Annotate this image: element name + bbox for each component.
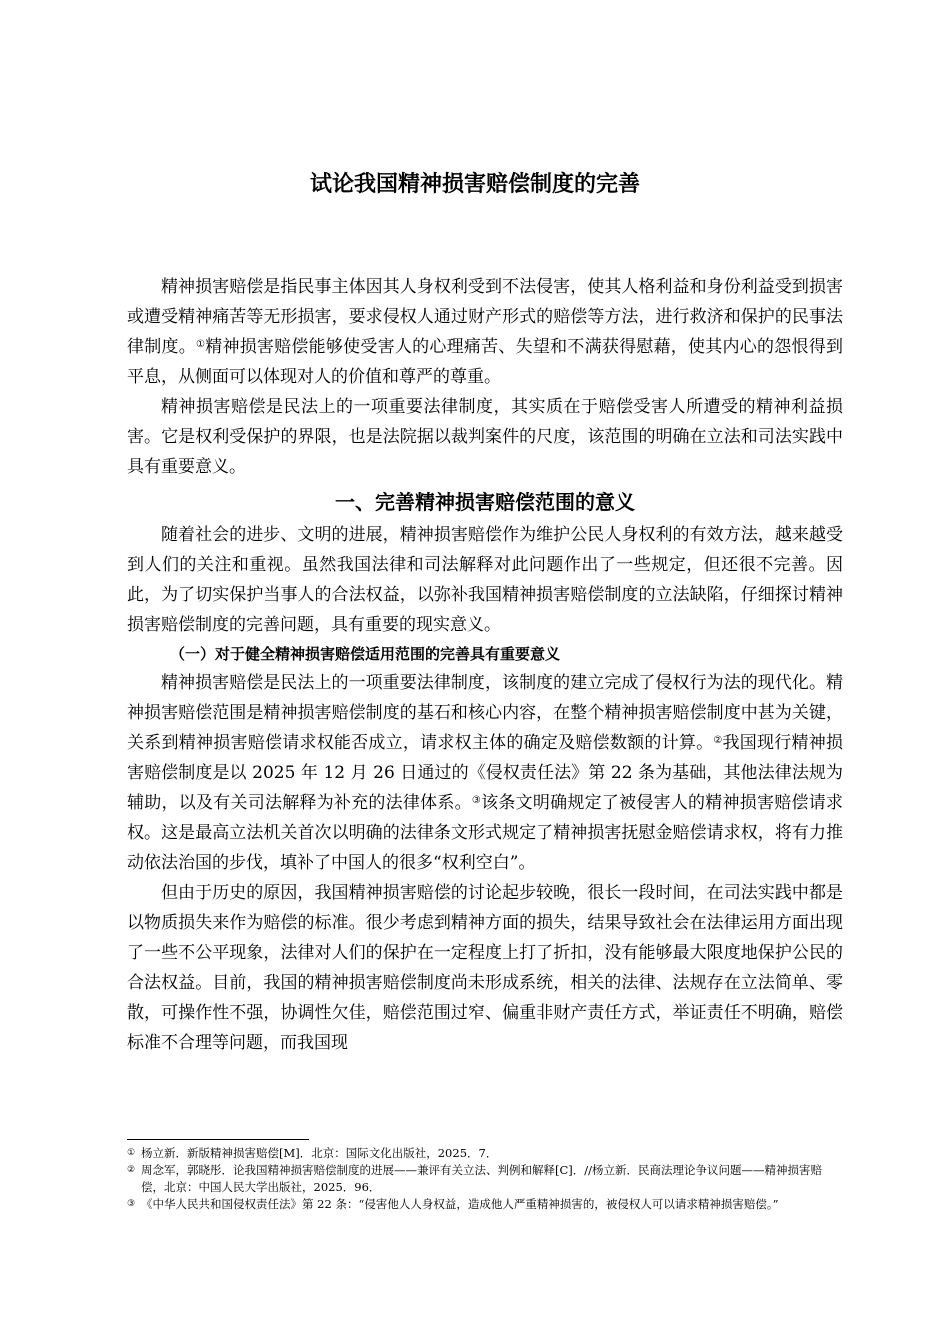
footnote-ref-2[interactable]: ② [713,735,723,746]
footnote-text: 《中华人民共和国侵权责任法》第 22 条：“侵害他人人身权益，造成他人严重精神损害的，被侵权人可以请求精神损害赔偿。” [141,1197,779,1211]
paragraph-background: 随着社会的进步、文明的进展，精神损害赔偿作为维护公民人身权利的有效方法，越来越受到人们的关注和重视。虽然我国法律和司法解释对此问题作出了一些规定，但还很不完善。因此，为了切实保护当事人的合法权益，以弥补我国精神损害赔偿制度的立法缺陷，仔细探讨精神损害赔偿制度的完善问题，具有重要的现实意义。 [127,525,843,635]
footnote-divider [127,1139,309,1140]
footnote-text: 周念军，郭晓彤．论我国精神损害赔偿制度的进展——兼评有关立法、判例和解释[C]．//杨立新．民商法理论争议问题——精神损害赔偿，北京：中国人民大学出版社，2025．96． [141,1163,823,1194]
footnote-item [127,1196,843,1213]
paragraph-text: 精神损害赔偿是指民事主体因其人身权利受到不法侵害，使其人格利益和身份利益受到损害或遭受精神痛苦等无形损害，要求侵权人通过财产形式的赔偿等方法，进行救济和保护的民事法律制度。 [127,277,843,357]
paragraph-scope [127,668,843,878]
footnote-mark: ② [127,1165,136,1175]
document-body [127,272,843,1058]
footnote-mark: ③ [127,1199,136,1209]
footnote-ref-3[interactable]: ③ [471,795,482,806]
paragraph-text: 该条文明确规定了被侵害人的精神损害赔偿请求权。这是最高立法机关首次以明确的法律条文形式规定了精神损害抚慰金赔偿请求权，将有力推动依法治国的步伐，填补了中国人的很多“权利空白”。 [127,793,844,873]
paragraph-history: 但由于历史的原因，我国精神损害赔偿的讨论起步较晚，很长一段时间，在司法实践中都是以物质损失来作为赔偿的标准。很少考虑到精神方面的损失，结果导致社会在法律运用方面出现了一些不公平现象，法律对人们的保护在一定程度上打了折扣，没有能够最大限度地保护公民的合法权益。目前，我国的精神损害赔偿制度尚未形成系统，相关的法律、法规存在立法简单、零散，可操作性不强，协调性欠佳，赔偿范围过窄、偏重非财产责任方式，举证责任不明确，赔偿标准不合理等问题，而我国现 [127,883,843,1053]
paragraph-importance: 精神损害赔偿是民法上的一项重要法律制度，其实质在于赔偿受害人所遭受的精神利益损害。它是权利受保护的界限，也是法院据以裁判案件的尺度，该范围的明确在立法和司法实践中具有重要意义。 [127,397,843,477]
footnote-item [127,1162,843,1196]
paragraph-text: 精神损害赔偿是民法上的一项重要法律制度，该制度的建立完成了侵权行为法的现代化。精神损害赔偿范围是精神损害赔偿制度的基石和核心内容，在整个精神损害赔偿制度中甚为关键，关系到精神损害赔偿请求权能否成立，请求权主体的确定及赔偿数额的计算。 [127,673,843,753]
document-title: 试论我国精神损害赔偿制度的完善 [309,172,640,197]
section-heading: 一、完善精神损害赔偿范围的意义 [335,490,635,514]
paragraph-text: 精神损害赔偿能够使受害人的心理痛苦、失望和不满获得慰藉，使其内心的怨恨得到平息，从侧面可以体现对人的价值和尊严的尊重。 [127,337,844,387]
footnote-mark: ① [127,1148,136,1158]
footnote-text: 杨立新．新版精神损害赔偿[M]．北京：国际文化出版社，2025．7． [141,1146,498,1160]
footnote-item [127,1145,843,1162]
subsection-heading: （一）对于健全精神损害赔偿适用范围的完善具有重要意义 [170,645,561,663]
paragraph-text: 我国现行精神损害赔偿制度是以 2025 年 12 月 26 日通过的《侵权责任法》第 22 条为基础，其他法律法规为辅助，以及有关司法解释为补充的法律体系。 [127,733,844,813]
footnotes [127,1145,843,1213]
footnote-ref-1[interactable]: ① [195,339,206,350]
paragraph-definition [127,272,843,392]
